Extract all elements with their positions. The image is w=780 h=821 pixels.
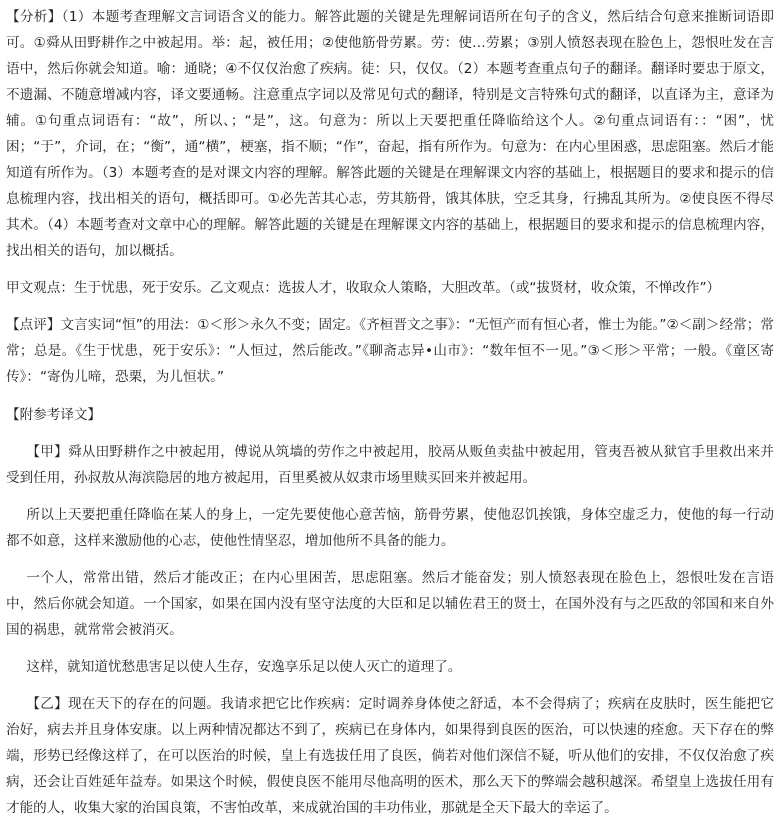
- translation-paragraph-yi: 【乙】现在天下的存在的问题。我请求把它比作疾病：定时调养身体使之舒适，本不会得病了；疾病在皮肤时，医生能把它治好，病去并且身体安康。以上两种情况都达不到了，疾病已在身体内，如果得到良医的医治，可以快速的痊愈。天下存在的弊端，形势已经像这样了，在可以医治的时候，皇上有选拔任用了良医，倘若对他们深信不疑，听从他们的安排，不仅仅治愈了疾病，还会让百姓延年益寿。如果这个时候，假使良医不能用尽他高明的医术，那么天下的弊端会越积越深。希望皇上选拔任用有才能的人，收集大家的治国良策，不害怕改革，来成就治国的丰功伟业，那就是全天下最大的幸运了。: [6, 696, 774, 816]
- analysis-paragraph: 【分析】（1）本题考查理解文言词语含义的能力。解答此题的关键是先理解词语所在句子的含义，然后结合句意来推断词语即可。①舜从田野耕作之中被起用。举：起，被任用；②使他筋骨劳累。劳：使…劳累；③别人愤怒表现在脸色上，怨恨吐发在言语中，然后你就会知道。喻：通晓；④不仅仅治愈了疾病。徒：只，仅仅。（2）本题考查重点句子的翻译。翻译时要忠于原文，不遗漏、不随意增减内容，译文要通畅。注意重点字词以及常见句式的翻译，特别是文言特殊句式的翻译，以直译为主，意译为辅。①句重点词语有：“故”，所以、；“是”，这。句意为：所以上天要把重任降临给这个人。②句重点词语有：：“困”，忧困；“于”，介词，在；“衡”，通“横”，梗塞，指不顺；“作”，奋起，指有所作为。句意为：在内心里困惑，思虑阻塞。然后才能知道有所作为。（3）本题考查的是对课文内容的理解。解答此题的关键是在理解课文内容的基础上，根据题目的要求和提示的信息梳理内容，找出相关的语句，概括即可。①必先苦其心志，劳其筋骨，饿其体肤，空乏其身，行拂乱其所为。②使良医不得尽其术。（4）本题考查对文章中心的理解。解答此题的关键是在理解课文内容的基础上，根据题目的要求和提示的信息梳理内容，找出相关的语句，加以概括。: [6, 9, 774, 259]
- translation-paragraph-jia: 【甲】舜从田野耕作之中被起用，傅说从筑墙的劳作之中被起用，胶鬲从贩鱼卖盐中被起用，管夷吾被从狱官手里救出来并受到任用，孙叔敖从海滨隐居的地方被起用，百里奚被从奴隶市场里赎买回来并被起用。: [6, 444, 774, 486]
- translation-paragraph-3: 一个人，常常出错，然后才能改正；在内心里困苦，思虑阻塞。然后才能奋发；别人愤怒表现在脸色上，怨恨吐发在言语中，然后你就会知道。一个国家，如果在国内没有坚守法度的大臣和足以辅佐君王的贤士，在国外没有与之匹敌的邻国和来自外国的祸患，就常常会被消灭。: [6, 570, 774, 638]
- comment-paragraph: 【点评】文言实词“恒”的用法：①＜形＞永久不变；固定。《齐桓晋文之事》：“无恒产而有恒心者，惟士为能。”②＜副＞经常；常常；总是。《生于忧患，死于安乐》：“人恒过，然后能改。”《聊斋志异•山市》：“数年恒不一见。”③＜形＞平常；一般。《童区寄传》：“寄伪儿啼，恐栗，为儿恒状。”: [6, 317, 774, 385]
- translation-heading: 【附参考译文】: [6, 407, 102, 423]
- translation-paragraph-2: 所以上天要把重任降临在某人的身上，一定先要使他心意苦恼，筋骨劳累，使他忍饥挨饿，身体空虚乏力，使他的每一行动都不如意，这样来激励他的心志，使他性情坚忍，增加他所不具备的能力。: [6, 507, 774, 549]
- translation-paragraph-4: 这样，就知道忧愁患害足以使人生存，安逸享乐足以使人灭亡的道理了。: [26, 659, 462, 675]
- viewpoints-paragraph: 甲文观点：生于忧患，死于安乐。乙文观点：选拔人才，收取众人策略，大胆改革。（或“拔贤材，收众策，不惮改作”）: [6, 280, 721, 296]
